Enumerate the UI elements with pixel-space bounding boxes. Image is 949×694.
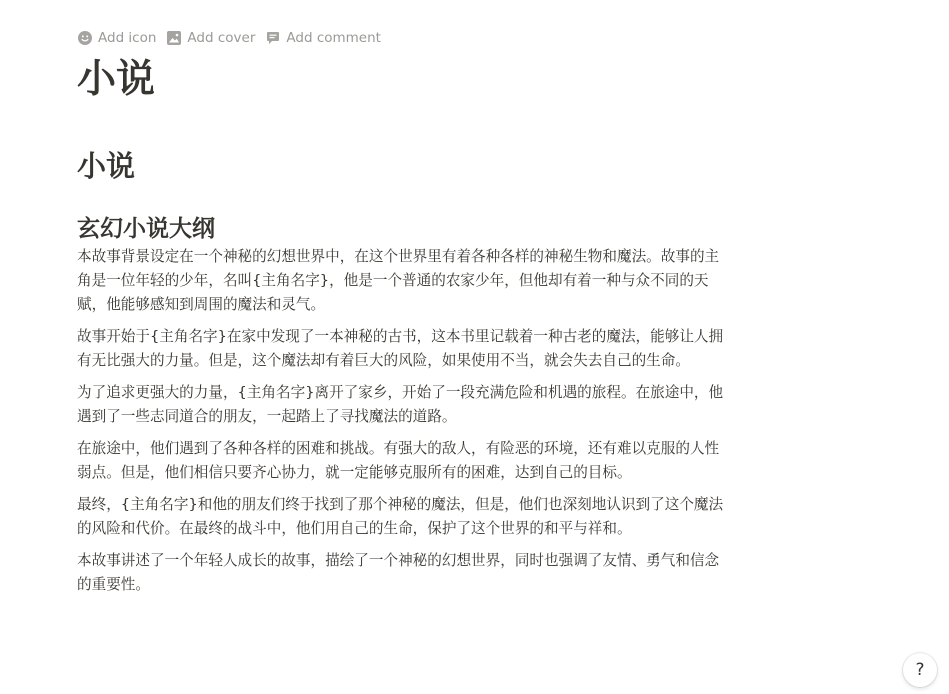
add-icon-label: Add icon — [98, 30, 157, 46]
image-icon — [167, 31, 181, 45]
paragraph[interactable]: 本故事讲述了一个年轻人成长的故事，描绘了一个神秘的幻想世界，同时也强调了友情、勇气和信念 的重要性。 — [77, 552, 720, 593]
page-controls — [78, 27, 787, 49]
add-comment-button[interactable] — [266, 30, 381, 46]
paragraph[interactable]: 故事开始于{主角名字}在家中发现了一本神秘的古书，这本书里记载着一种古老的魔法，能够让人拥 有无比强大的力量。但是，这个魔法却有着巨大的风险，如果使用不当，就会失去自己的生命。 — [77, 328, 724, 369]
add-icon-button[interactable] — [78, 30, 156, 46]
add-cover-label: Add cover — [187, 30, 256, 46]
add-cover-button[interactable] — [167, 30, 255, 46]
heading-2[interactable]: 玄幻小说大纲 — [77, 216, 215, 242]
comment-icon — [266, 31, 280, 45]
smiley-icon — [78, 31, 92, 45]
paragraph[interactable]: 为了追求更强大的力量，{主角名字}离开了家乡，开始了一段充满危险和机遇的旅程。在旅途中，他 遇到了一些志同道合的朋友，一起踏上了寻找魔法的道路。 — [77, 384, 724, 425]
paragraph[interactable]: 本故事背景设定在一个神秘的幻想世界中，在这个世界里有着各种各样的神秘生物和魔法。故事的主 角是一位年轻的少年，名叫{主角名字}，他是一个普通的农家少年，但他却有着一种与众不同的天 赋，他能够感知到周围的魔法和灵气。 — [77, 248, 720, 313]
help-label: ? — [915, 660, 925, 680]
add-comment-label: Add comment — [286, 30, 381, 46]
page-title[interactable]: 小说 — [77, 57, 156, 102]
paragraph[interactable]: 在旅途中，他们遇到了各种各样的困难和挑战。有强大的敌人，有险恶的环境，还有难以克服的人性 弱点。但是，他们相信只要齐心协力，就一定能够克服所有的困难，达到自己的目标。 — [77, 440, 720, 481]
page-content — [77, 27, 787, 597]
paragraph[interactable]: 最终，{主角名字}和他的朋友们终于找到了那个神秘的魔法，但是，他们也深刻地认识到了这个魔法 的风险和代价。在最终的战斗中，他们用自己的生命，保护了这个世界的和平与祥和。 — [77, 496, 724, 537]
heading-1[interactable]: 小说 — [77, 149, 136, 183]
help-button[interactable] — [903, 653, 937, 687]
